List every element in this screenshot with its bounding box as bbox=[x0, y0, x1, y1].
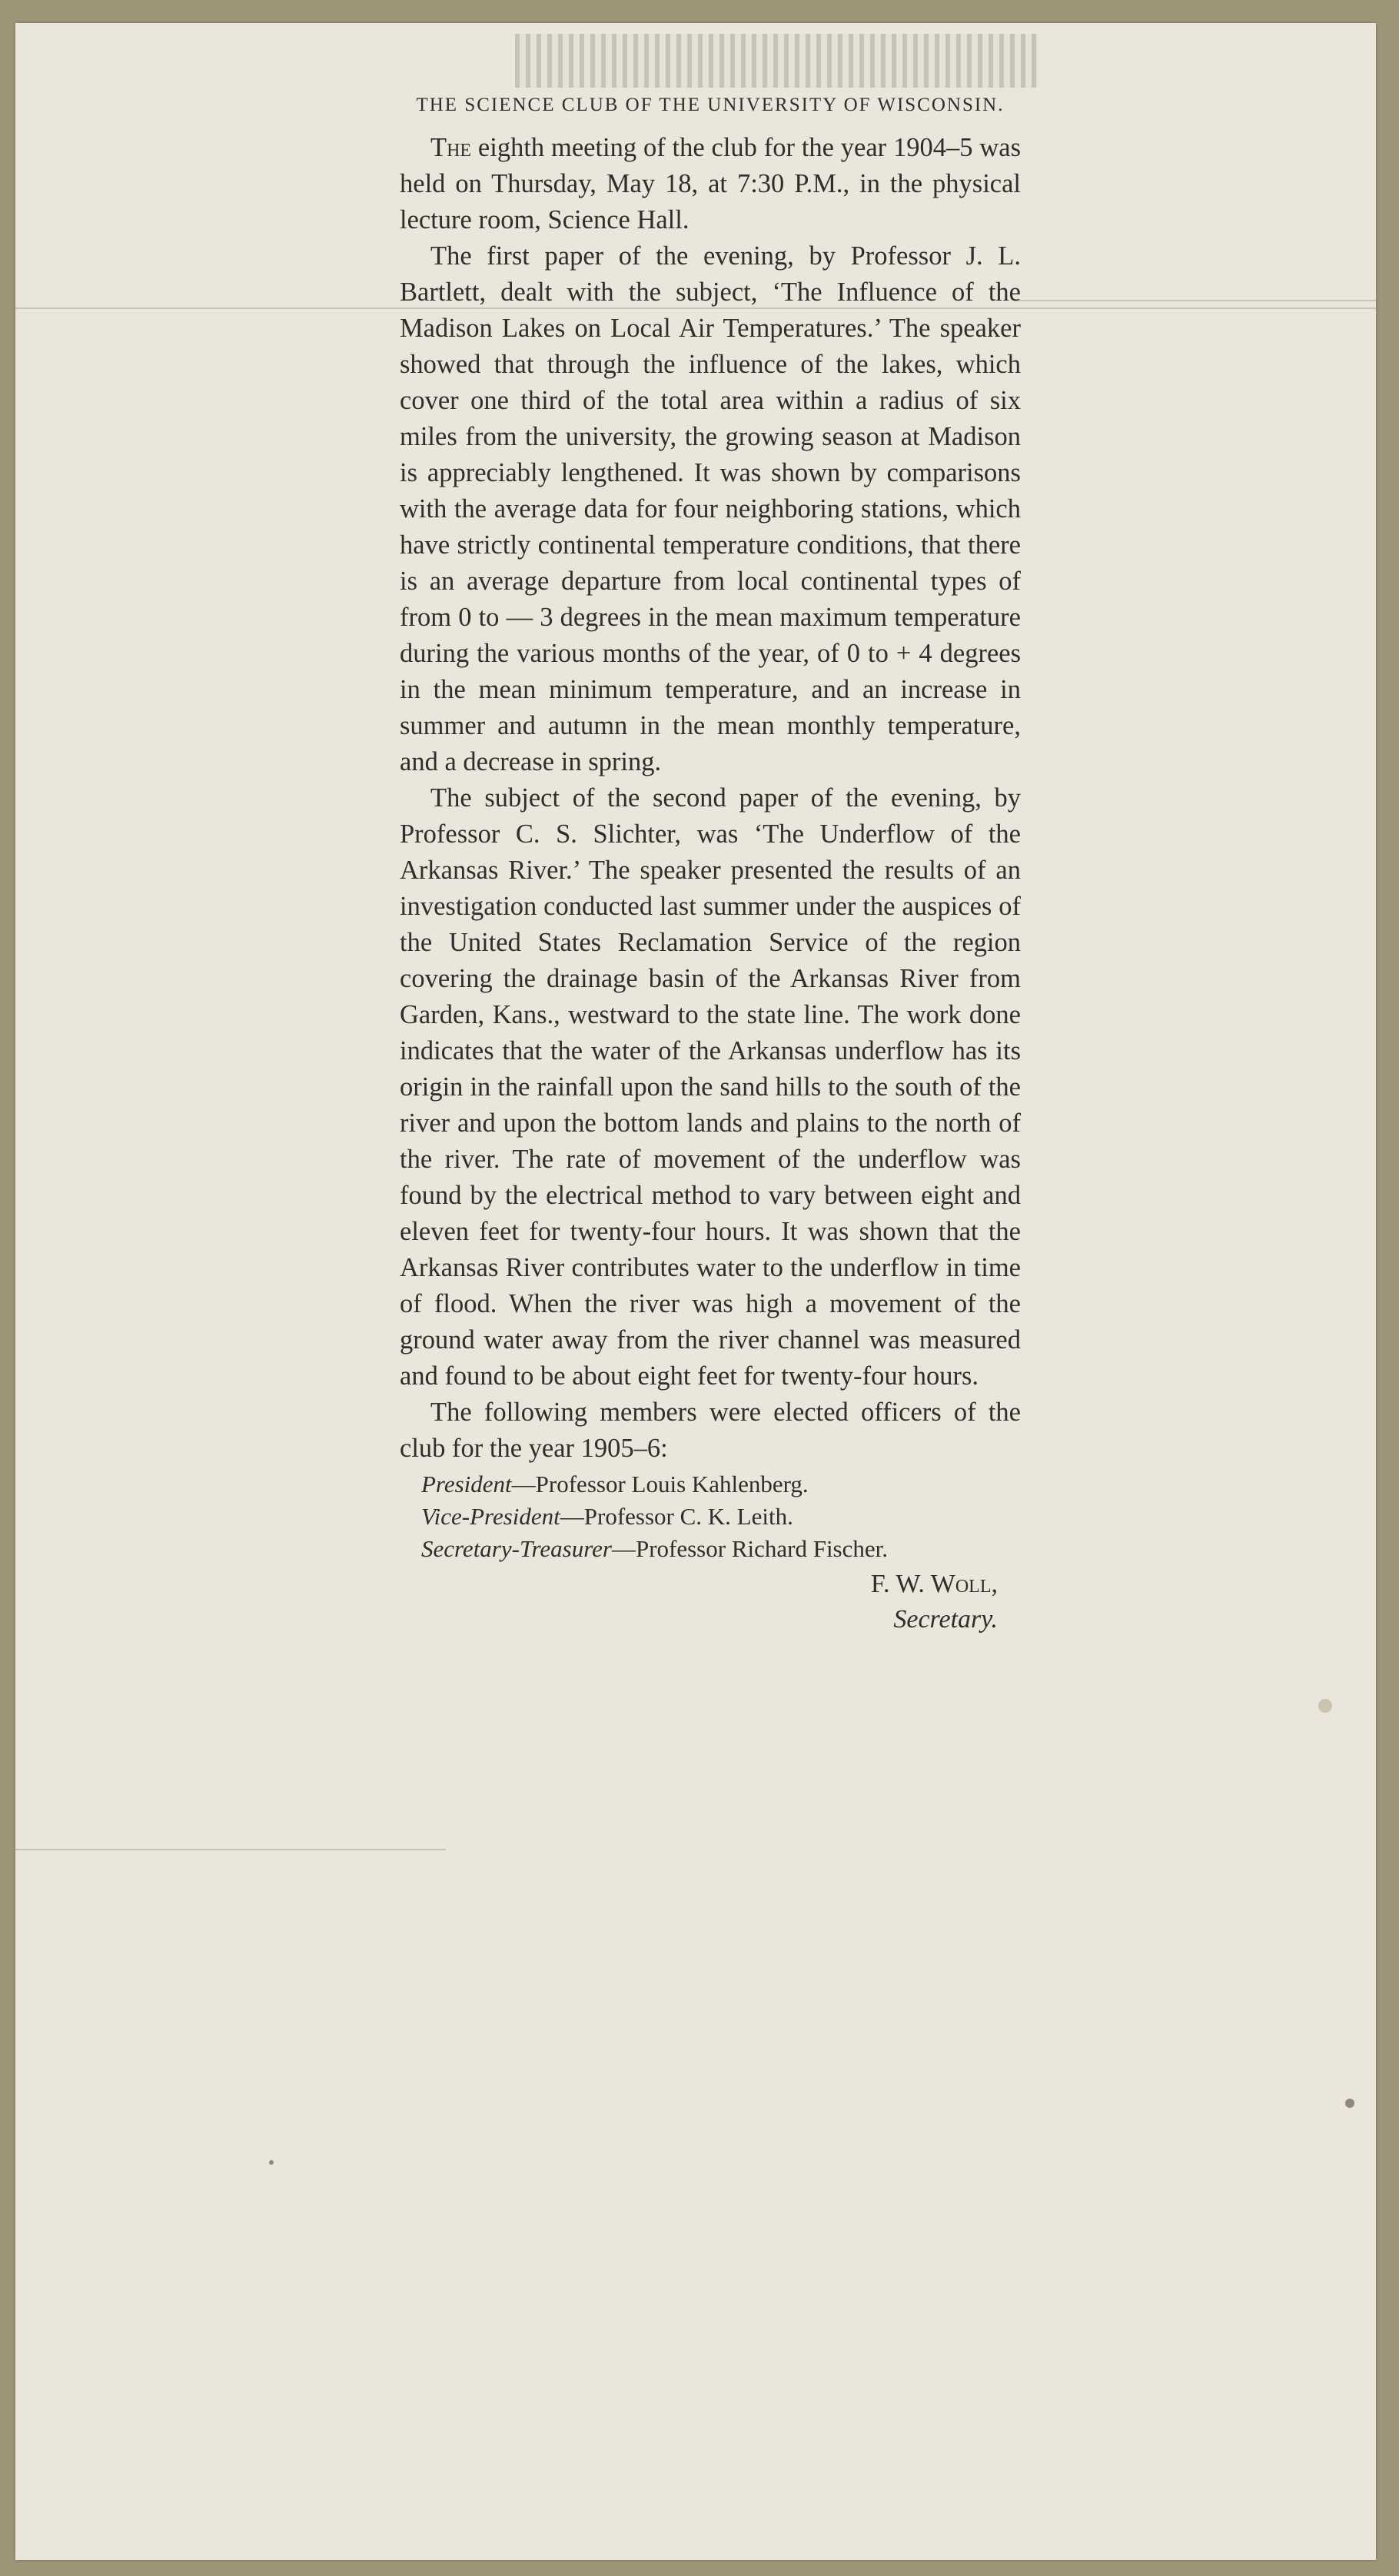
officer-role: President bbox=[421, 1471, 512, 1497]
paper-spot bbox=[1318, 1699, 1332, 1713]
article bbox=[400, 88, 1021, 1637]
officer-secretary-treasurer bbox=[421, 1533, 1021, 1565]
paragraph-text: The subject of the second paper of the evening, by Professor C. S. Slichter, was ‘The Underflow of the Arkansas River.’ The speaker presented the results of an investigation conducted last summer under the auspices of the United States Reclamation Service of the region covering the drainage basin of the Arkansas River from Garden, Kans., westward to the state line. The work done indicates that the water of the Arkansas underflow has its origin in the rainfall upon the sand hills to the south of the river and upon the bottom lands and plains to the north of the river. The rate of movement of the underflow was found by the electrical method to vary between eight and eleven feet for twenty-four hours. It was shown that the Arkansas River contributes water to the underflow in time of flood. When the river was high a movement of the ground water away from the river channel was measured and found to be about eight feet for twenty-four hours. bbox=[400, 783, 1021, 1391]
fold-line bbox=[15, 1849, 446, 1850]
officer-president bbox=[421, 1468, 1021, 1501]
paragraph-lead: The bbox=[430, 133, 472, 162]
ink-smudge bbox=[515, 34, 1038, 88]
officer-name: —Professor C. K. Leith. bbox=[560, 1503, 793, 1530]
officer-name: —Professor Richard Fischer. bbox=[611, 1535, 888, 1562]
paragraph-text: The following members were elected officers of the club for the year 1905–6: bbox=[400, 1398, 1021, 1463]
article-heading: THE SCIENCE CLUB OF THE UNIVERSITY OF WISCONSIN. bbox=[416, 95, 1005, 115]
signature-title: Secretary. bbox=[893, 1605, 998, 1634]
officer-name: —Professor Louis Kahlenberg. bbox=[511, 1471, 809, 1497]
paragraph-officers-intro bbox=[400, 1394, 1021, 1467]
paragraph-second-paper bbox=[400, 780, 1021, 1394]
signature-block bbox=[400, 1567, 1021, 1637]
officer-vice-president bbox=[421, 1501, 1021, 1533]
paper-spot bbox=[269, 2160, 274, 2165]
fold-line bbox=[1015, 300, 1376, 301]
officers-list bbox=[400, 1468, 1021, 1565]
paper-spot bbox=[1345, 2099, 1354, 2108]
paragraph-meeting bbox=[400, 130, 1021, 238]
paragraph-first-paper bbox=[400, 238, 1021, 780]
officer-role: Secretary-Treasurer bbox=[421, 1535, 612, 1562]
paragraph-text: eighth meeting of the club for the year 1904–5 was held on Thursday, May 18, at 7:30 P.M., in the physical lecture room, Science Hall. bbox=[400, 133, 1021, 234]
paragraph-text: The first paper of the evening, by Professor J. L. Bartlett, dealt with the subject, ‘The Influence of the Madison Lakes on Local Air Temperatures.’ The speaker showed that through the influence of the lakes, which cover one third of the total area within a radius of six miles from the university, the growing season at Madison is appreciably lengthened. It was shown by comparisons with the average data for four neighboring stations, which have strictly continental temperature conditions, that there is an average departure from local continental types of from 0 to — 3 degrees in the mean maximum temperature during the various months of the year, of 0 to + 4 degrees in the mean minimum temperature, and an increase in summer and autumn in the mean monthly temperature, and a decrease in spring. bbox=[400, 241, 1021, 776]
officer-role: Vice-President bbox=[421, 1503, 560, 1530]
signature-name: F. W. Woll, bbox=[870, 1570, 998, 1598]
